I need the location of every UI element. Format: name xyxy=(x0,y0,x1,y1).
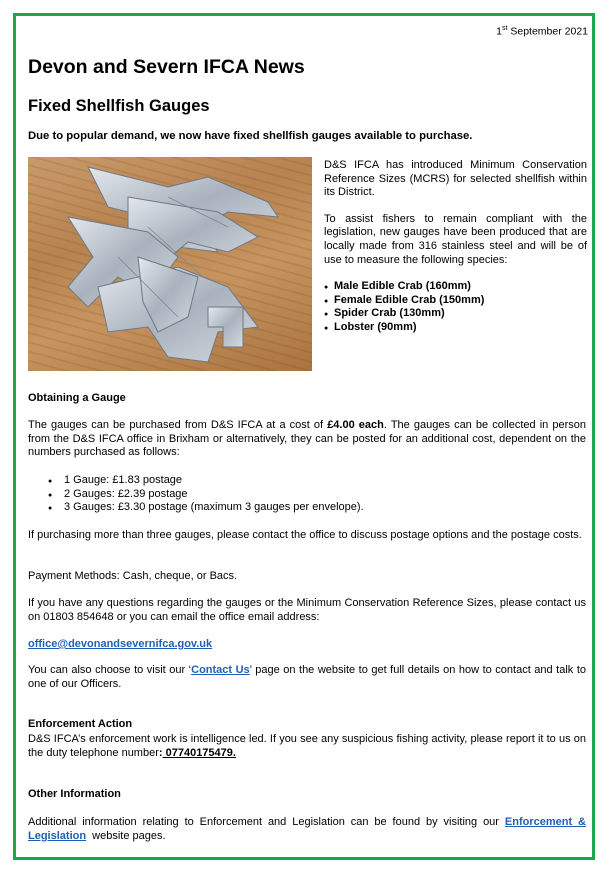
other-info-heading: Other Information xyxy=(28,788,121,800)
shellfish-gauges-photo xyxy=(28,157,312,371)
lead-text: Due to popular demand, we now have fixed shellfish gauges available to purchase. xyxy=(28,130,473,142)
intro-paragraph-2: To assist fishers to remain compliant with the legislation, new gauges have been produced that are locally made from 316 stainless steel and will be of use to measure the following species: xyxy=(324,212,587,266)
obtaining-heading: Obtaining a Gauge xyxy=(28,392,126,404)
issue-date: 1st September 2021 xyxy=(496,25,588,38)
duty-phone-number: 07740175479. xyxy=(162,746,236,759)
payment-methods: Payment Methods: Cash, cheque, or Bacs. xyxy=(28,570,238,582)
intro-column xyxy=(324,159,587,335)
email-line xyxy=(28,638,586,652)
other-info-paragraph: Additional information relating to Enforcement and Legislation can be found by visiting our Enforcement & Legislation website pages. xyxy=(28,816,586,842)
postage-item: ● 1 Gauge: £1.83 postage xyxy=(48,474,364,488)
species-item: ● Lobster (90mm) xyxy=(334,321,587,335)
species-item: ● Male Edible Crab (160mm) xyxy=(334,280,587,294)
enforcement-paragraph: D&S IFCA’s enforcement work is intelligence led. If you see any suspicious fishing activity, please report it to us on the duty telephone number: 07740175479. xyxy=(28,733,586,759)
postage-item: ● 2 Gauges: £2.39 postage xyxy=(48,488,364,502)
postage-list xyxy=(48,474,364,515)
contact-paragraph: If you have any questions regarding the gauges or the Minimum Conservation Reference Sizes, please contact us on 01803 854648 or you can email the office email address: xyxy=(28,597,586,623)
email-link[interactable]: office@devonandsevernifca.gov.uk xyxy=(28,638,213,650)
enforcement-legislation-link[interactable]: Enforcement & Legislation xyxy=(28,816,586,842)
species-item: ● Spider Crab (130mm) xyxy=(334,307,587,321)
species-list xyxy=(324,280,587,334)
intro-paragraph-1: D&S IFCA has introduced Minimum Conservation Reference Sizes (MCRS) for selected shellfish within its District. xyxy=(324,159,587,199)
article-title: Fixed Shellfish Gauges xyxy=(28,97,210,115)
newsletter-title: Devon and Severn IFCA News xyxy=(28,56,305,78)
contact-us-paragraph: You can also choose to visit our ‘Contact Us’ page on the website to get full details on how to contact and talk to one of our Officers. xyxy=(28,664,586,690)
postage-item: ● 3 Gauges: £3.30 postage (maximum 3 gauges per envelope). xyxy=(48,501,364,515)
species-item: ● Female Edible Crab (150mm) xyxy=(334,294,587,308)
postage-options-paragraph: If purchasing more than three gauges, please contact the office to discuss postage options and the postage costs. xyxy=(28,529,582,541)
price-paragraph: The gauges can be purchased from D&S IFCA at a cost of £4.00 each. The gauges can be collected in person from the D&S IFCA office in Brixham or alternatively, they can be posted for an additional cost, dependent on the numbers purchased as follows: xyxy=(28,419,587,459)
enforcement-heading: Enforcement Action xyxy=(28,718,133,730)
contact-us-link[interactable]: Contact Us xyxy=(191,664,250,676)
